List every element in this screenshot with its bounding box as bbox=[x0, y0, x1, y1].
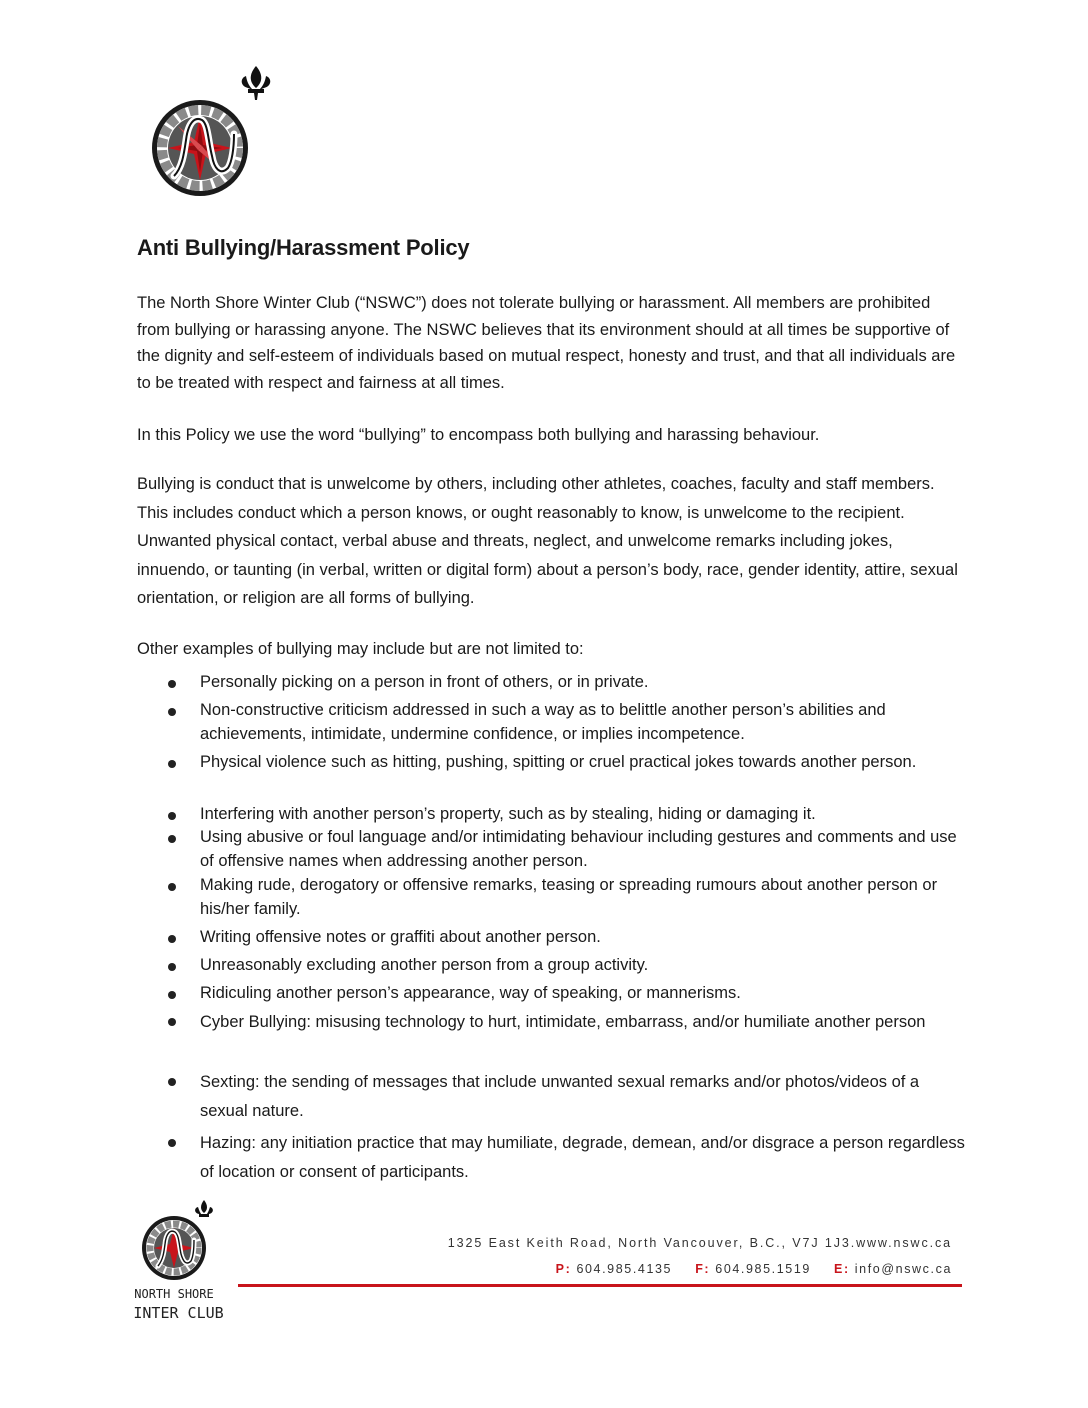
footer-contact-line bbox=[556, 1262, 952, 1276]
phone-number: 604.985.4135 bbox=[576, 1262, 673, 1276]
footer-logo-line1: NORTH SHORE bbox=[134, 1287, 214, 1301]
intro-paragraph: The North Shore Winter Club (“NSWC”) does not tolerate bullying or harassment. All members are prohibited from bullying or harassing anyone. The NSWC believes that its environment should at all times be supportive of the dignity and self-esteem of individuals based on mutual respect, honesty and trust, and that all individuals are to be treated with respect and fairness at all times. bbox=[137, 294, 956, 392]
bullet-icon bbox=[168, 760, 176, 768]
bullet-icon bbox=[168, 708, 176, 716]
bullet-icon bbox=[168, 680, 176, 688]
nswc-compass-logo-icon bbox=[134, 1198, 224, 1328]
footer-address-line bbox=[448, 1236, 952, 1250]
fleur-de-lis-icon bbox=[242, 66, 271, 100]
page-title: Anti Bullying/Harassment Policy bbox=[137, 235, 470, 260]
bullying-description-paragraph: Bullying is conduct that is unwelcome by others, including other athletes, coaches, faculty and staff members. This includes conduct which a person knows, or ought reasonably to know, is unwelcome to the recipient. Unwanted physical contact, verbal abuse and threats, neglect, and unwelcome remarks including jokes, innuendo, or taunting (in verbal, written or digital form) about a person’s body, race, gender identity, attire, sexual orientation, or religion are all forms of bullying. bbox=[137, 475, 958, 607]
bullet-icon bbox=[168, 1139, 176, 1147]
bullet-icon bbox=[168, 812, 176, 820]
fax-number: 604.985.1519 bbox=[715, 1262, 811, 1276]
footer-logo-line2: WINTER CLUB bbox=[134, 1304, 224, 1322]
nswc-compass-logo-icon bbox=[150, 64, 278, 200]
footer-address: 1325 East Keith Road, North Vancouver, B.C., V7J 1J3. bbox=[447, 1236, 857, 1250]
bullet-icon bbox=[168, 835, 176, 843]
bullet-icon bbox=[168, 935, 176, 943]
phone-label: P: bbox=[555, 1262, 572, 1276]
bullet-icon bbox=[168, 991, 176, 999]
footer-logo bbox=[134, 1198, 224, 1328]
examples-intro-paragraph: Other examples of bullying may include but are not limited to: bbox=[137, 640, 584, 658]
bullet-icon bbox=[168, 1078, 176, 1086]
footer-divider bbox=[238, 1284, 962, 1287]
bullet-icon bbox=[168, 963, 176, 971]
bullet-icon bbox=[168, 883, 176, 891]
email-link[interactable]: info@nswc.ca bbox=[854, 1262, 952, 1276]
email-label: E: bbox=[834, 1262, 850, 1276]
fax-label: F: bbox=[695, 1262, 711, 1276]
bullet-icon bbox=[168, 1018, 176, 1026]
footer-website-link[interactable]: www.nswc.ca bbox=[856, 1236, 952, 1250]
definition-paragraph: In this Policy we use the word “bullying” to encompass both bullying and harassing behaviour. bbox=[137, 426, 820, 444]
